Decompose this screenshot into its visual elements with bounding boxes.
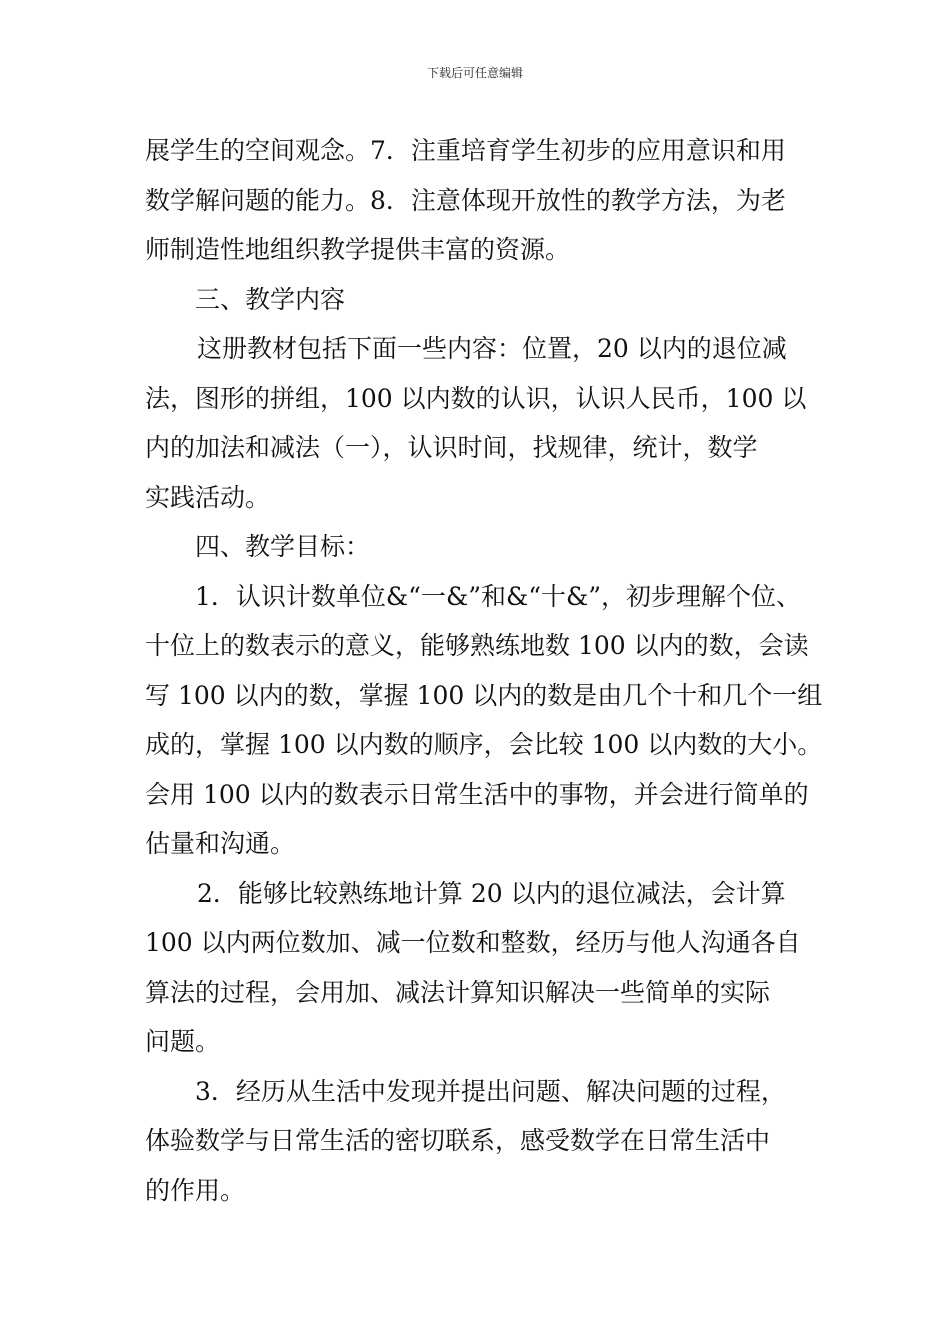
text-line: 2．能够比较熟练地计算 20 以内的退位减法，会计算	[197, 878, 786, 908]
text-line: 展学生的空间观念。7．注重培育学生初步的应用意识和用	[145, 136, 786, 165]
text-line: 的作用。	[145, 1175, 246, 1205]
text-line: 算法的过程，会用加、减法计算知识解决一些简单的实际	[145, 977, 771, 1007]
text-line: 数学解问题的能力。8．注意体现开放性的教学方法，为老	[145, 185, 786, 215]
text-line: 估量和沟通。	[145, 829, 296, 858]
text-line: 成的，掌握 100 以内数的顺序，会比较 100 以内数的大小。	[145, 730, 823, 759]
text-line: 师制造性地组织教学提供丰富的资源。	[145, 235, 571, 264]
text-line: 3．经历从生活中发现并提出问题、解决问题的过程，	[195, 1076, 786, 1106]
text-line: 1．认识计数单位&“一&”和&“十&”，初步理解个位、	[195, 581, 802, 611]
text-line: 体验数学与日常生活的密切联系，感受数学在日常生活中	[145, 1126, 771, 1155]
text-line: 内的加法和减法（一），认识时间，找规律，统计，数学	[145, 433, 758, 462]
page-header: 下载后可任意编辑	[426, 66, 523, 80]
text-line: 法，图形的拼组，100 以内数的认识，认识人民币，100 以	[145, 383, 807, 413]
text-line: 100 以内两位数加、减一位数和整数，经历与他人沟通各自	[145, 928, 801, 957]
text-line: 十位上的数表示的意义，能够熟练地数 100 以内的数，会读	[145, 631, 809, 660]
section-heading-goals: 四、教学目标：	[195, 532, 371, 561]
text-line: 写 100 以内的数，掌握 100 以内的数是由几个十和几个一组	[145, 680, 823, 710]
text-line: 实践活动。	[145, 482, 271, 512]
section-heading-content: 三、教学内容	[195, 284, 346, 314]
text-line: 这册教材包括下面一些内容：位置，20 以内的退位减	[197, 334, 787, 363]
document-body	[145, 126, 823, 1215]
text-line: 问题。	[145, 1027, 221, 1056]
text-line: 会用 100 以内的数表示日常生活中的事物，并会进行简单的	[145, 779, 809, 809]
